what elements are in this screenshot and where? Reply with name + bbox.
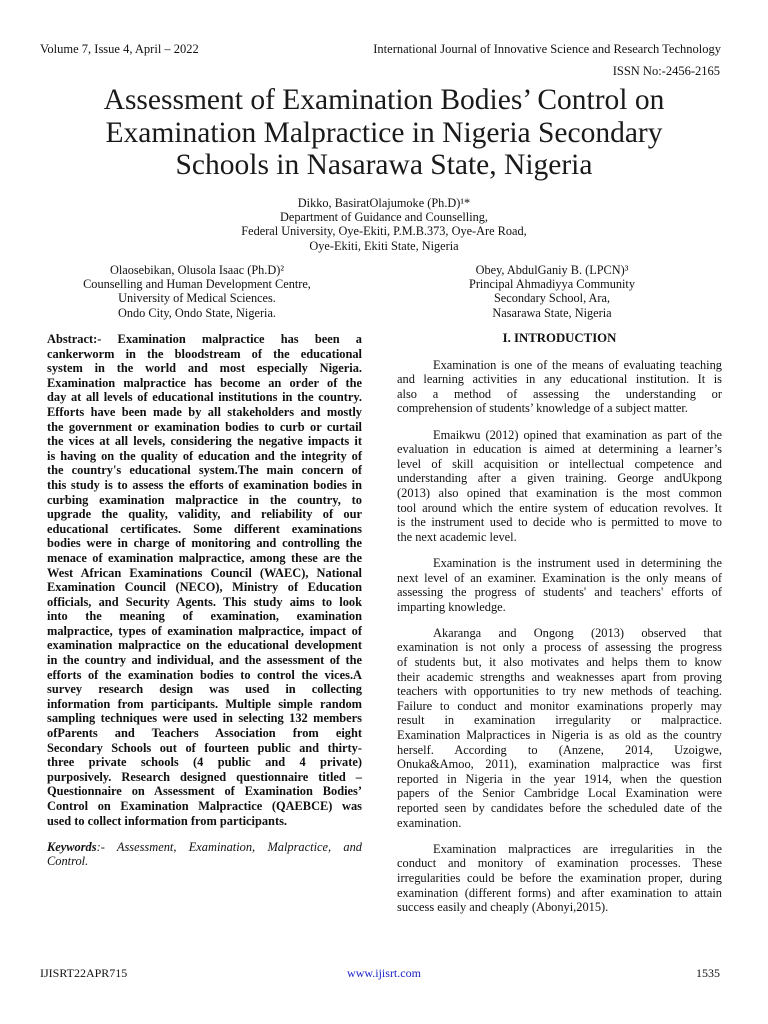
- text-line: Failure to conduct and monitor examinations properly may: [397, 698, 722, 713]
- text-line: tool around which the entire system of education revolves. It: [397, 500, 722, 515]
- author-affiliation: Nasarawa State, Nigeria: [492, 305, 612, 320]
- text-line: officials, and Security Agents. This study aims to look: [47, 594, 362, 609]
- author-2-block: [47, 263, 347, 320]
- paragraph: [397, 358, 722, 416]
- text-line: level of skill acquisition or intellectual competence and: [397, 456, 722, 471]
- paper-id: IJISRT22APR715: [40, 966, 128, 980]
- text-line: cankerworm in the bloodstream of the educational: [47, 346, 362, 361]
- title-line: Assessment of Examination Bodies’ Control on: [103, 84, 665, 116]
- keywords-text: :- Assessment, Examination, Malpractice, and: [96, 839, 362, 854]
- text-line: is having on the quality of education and the integrity of: [47, 448, 362, 463]
- text-line: examination malpractice on the educational development: [47, 638, 362, 653]
- issn: ISSN No:-2456-2165: [612, 64, 720, 78]
- journal-url-link[interactable]: www.ijisrt.com: [347, 966, 421, 980]
- text-line: assessing the progress of students' and teachers' efforts of: [397, 585, 722, 600]
- text-line: survey research design was used in collecting: [47, 682, 362, 697]
- author-affiliation: Department of Guidance and Counselling,: [280, 210, 488, 225]
- text-line: purposively. Research designed questionnaire titled –: [47, 769, 362, 784]
- text-line: the next academic level.: [397, 529, 517, 544]
- text-line: imparting knowledge.: [397, 599, 506, 614]
- author-1-block: [0, 196, 768, 253]
- text-line: efforts of the examination bodies to control the vices.A: [47, 667, 362, 682]
- page-number: 1535: [696, 966, 720, 980]
- author-affiliation: Principal Ahmadiyya Community: [469, 277, 635, 292]
- text-line: of students but, it also motivates and helps them to know: [397, 655, 722, 670]
- text-line: reported in Nigeria in the year 1914, when the question: [397, 771, 722, 786]
- text-line: is the instrument used to decide who is permitted to move to: [397, 515, 722, 530]
- abstract: [47, 332, 362, 828]
- author-name: Dikko, BasiratOlajumoke (Ph.D)¹*: [297, 196, 471, 210]
- text-line: Secondary Schools out of fourteen public and thirty-: [47, 740, 362, 755]
- text-line: Emaikwu (2012) opined that examination as part of the: [433, 427, 722, 442]
- text-line: this study is to assess the efforts of examination bodies in: [47, 477, 362, 492]
- text-line: examination (different forms) and after examination to attain: [397, 885, 722, 900]
- text-line: comprehension of students’ knowledge of a subject matter.: [397, 401, 688, 416]
- paragraph: [397, 842, 722, 915]
- text-line: malpractice, types of examination malpractice, impact of: [47, 623, 362, 638]
- text-line: system in the world and most especially Nigeria.: [47, 361, 362, 376]
- text-line: also a method of assessing the understanding or: [397, 386, 722, 401]
- text-line: the government or examination bodies to curb or curtail: [47, 419, 362, 434]
- text-line: Examination is the instrument used in determining the: [433, 555, 722, 570]
- text-line: Efforts have been made by all stakeholders and mostly: [47, 404, 362, 419]
- text-line: conduct and monitory of examination processes. These: [397, 856, 722, 871]
- paragraph: [397, 556, 722, 614]
- text-line: West African Examinations Council (WAEC), National: [47, 565, 362, 580]
- text-line: Examination malpractice has become an order of the: [47, 375, 362, 390]
- text-line: and learning activities in any educational institution. It is: [397, 372, 722, 387]
- paragraph: [397, 626, 722, 830]
- journal-name: International Journal of Innovative Science and Research Technology: [373, 42, 721, 56]
- text-line: examination is not only a process of assessing the progress: [397, 640, 722, 655]
- text-line: day at all levels of educational institutions in the country.: [47, 390, 362, 405]
- text-line: papers of the Senior Cambridge Local Examination were: [397, 786, 722, 801]
- text-line: three private schools (4 public and 4 private): [47, 755, 362, 770]
- text-line: understanding after a given training. George andUkpong: [397, 471, 722, 486]
- paragraph: [397, 428, 722, 545]
- text-line: the country's educational system.The main concern of: [47, 463, 362, 478]
- author-name: Olaosebikan, Olusola Isaac (Ph.D)²: [109, 263, 285, 277]
- text-line: examination.: [397, 815, 462, 830]
- section-heading-introduction: I. INTRODUCTION: [502, 331, 617, 345]
- text-line: Examination malpractices are irregularities in the: [433, 841, 722, 856]
- author-affiliation: University of Medical Sciences.: [118, 291, 276, 306]
- author-affiliation: Counselling and Human Development Centre,: [83, 277, 311, 292]
- text-line: next level of an examiner. Examination is the only means of: [397, 570, 722, 585]
- text-line: Akaranga and Ongong (2013) observed that: [433, 625, 722, 640]
- text-line: sampling techniques were used in selecting 132 members: [47, 711, 362, 726]
- text-line: Examination Malpractices in Nigeria is as old as the country: [397, 728, 722, 743]
- text-line: reported seen by candidates before the scheduled date of the: [397, 801, 722, 815]
- text-line: result in examination irregularity or malpractice.: [397, 713, 722, 728]
- author-affiliation: Secondary School, Ara,: [493, 291, 611, 306]
- text-line: the vices at all levels, considering the negative impacts it: [47, 434, 362, 449]
- text-line: ofParents and Teachers Association from eight: [47, 726, 362, 741]
- text-line: teachers with opportunities to try new methods of teaching.: [397, 684, 722, 699]
- keywords: [47, 840, 362, 869]
- author-name: Obey, AbdulGaniy B. (LPCN)³: [475, 263, 629, 277]
- text-line: (2013) also opined that examination is the most common: [397, 485, 722, 500]
- author-affiliation: Federal University, Oye-Ekiti, P.M.B.373, Oye-Are Road,: [241, 224, 527, 239]
- right-column: [397, 331, 722, 926]
- text-line: Control on Examination Malpractice (QAEBCE) was: [47, 799, 362, 813]
- text-line: upgrade the quality, validity, and reliability of our: [47, 507, 362, 522]
- text-line: educational certificates. Some different examinations: [47, 521, 362, 536]
- text-line: Abstract:- Examination malpractice has been a: [47, 332, 362, 346]
- text-line: irregularities could be before the examination proper, during: [397, 870, 722, 885]
- title-line: Examination Malpractice in Nigeria Secondary: [105, 116, 663, 149]
- left-column: [47, 332, 362, 869]
- paper-title: [0, 84, 768, 182]
- text-line: success easily and cheaply (Abonyi,2015).: [397, 900, 609, 915]
- text-line: menace of examination malpractice, among these are the: [47, 550, 362, 565]
- volume-info: Volume 7, Issue 4, April – 2022: [40, 42, 199, 56]
- text-line: their academic strengths and weaknesses apart from proving: [397, 669, 722, 684]
- introduction-body: [397, 358, 722, 915]
- text-line: into the meaning of examination, examination: [47, 609, 362, 624]
- text-line: curbing examination malpractice in the country, to: [47, 492, 362, 507]
- text-line: Examination Council (NECO), Ministry of Education: [47, 580, 362, 595]
- text-line: Examination is one of the means of evaluating teaching: [433, 357, 722, 372]
- keywords-label: Keywords: [47, 839, 97, 854]
- author-affiliation: Ondo City, Ondo State, Nigeria.: [117, 305, 277, 320]
- text-line: evaluation in education is aimed at determining a learner’s: [397, 442, 722, 457]
- title-line: Schools in Nasarawa State, Nigeria: [175, 149, 593, 181]
- author-affiliation: Oye-Ekiti, Ekiti State, Nigeria: [309, 238, 459, 253]
- text-line: bodies were in charge of monitoring and controlling the: [47, 536, 362, 551]
- text-line: information from participants. Multiple simple random: [47, 696, 362, 711]
- text-line: herself. According to (Anzene, 2014, Uzoigwe,: [397, 742, 722, 757]
- text-line: Onuka&Amoo, 2011), examination malpractice was first: [397, 757, 722, 772]
- keywords-text: Control.: [47, 854, 89, 869]
- author-3-block: [402, 263, 702, 320]
- text-line: in the country and individual, and the assessment of the: [47, 653, 362, 668]
- text-line: used to collect information from participants.: [47, 813, 287, 828]
- text-line: Questionnaire on Assessment of Examination Bodies’: [47, 784, 362, 799]
